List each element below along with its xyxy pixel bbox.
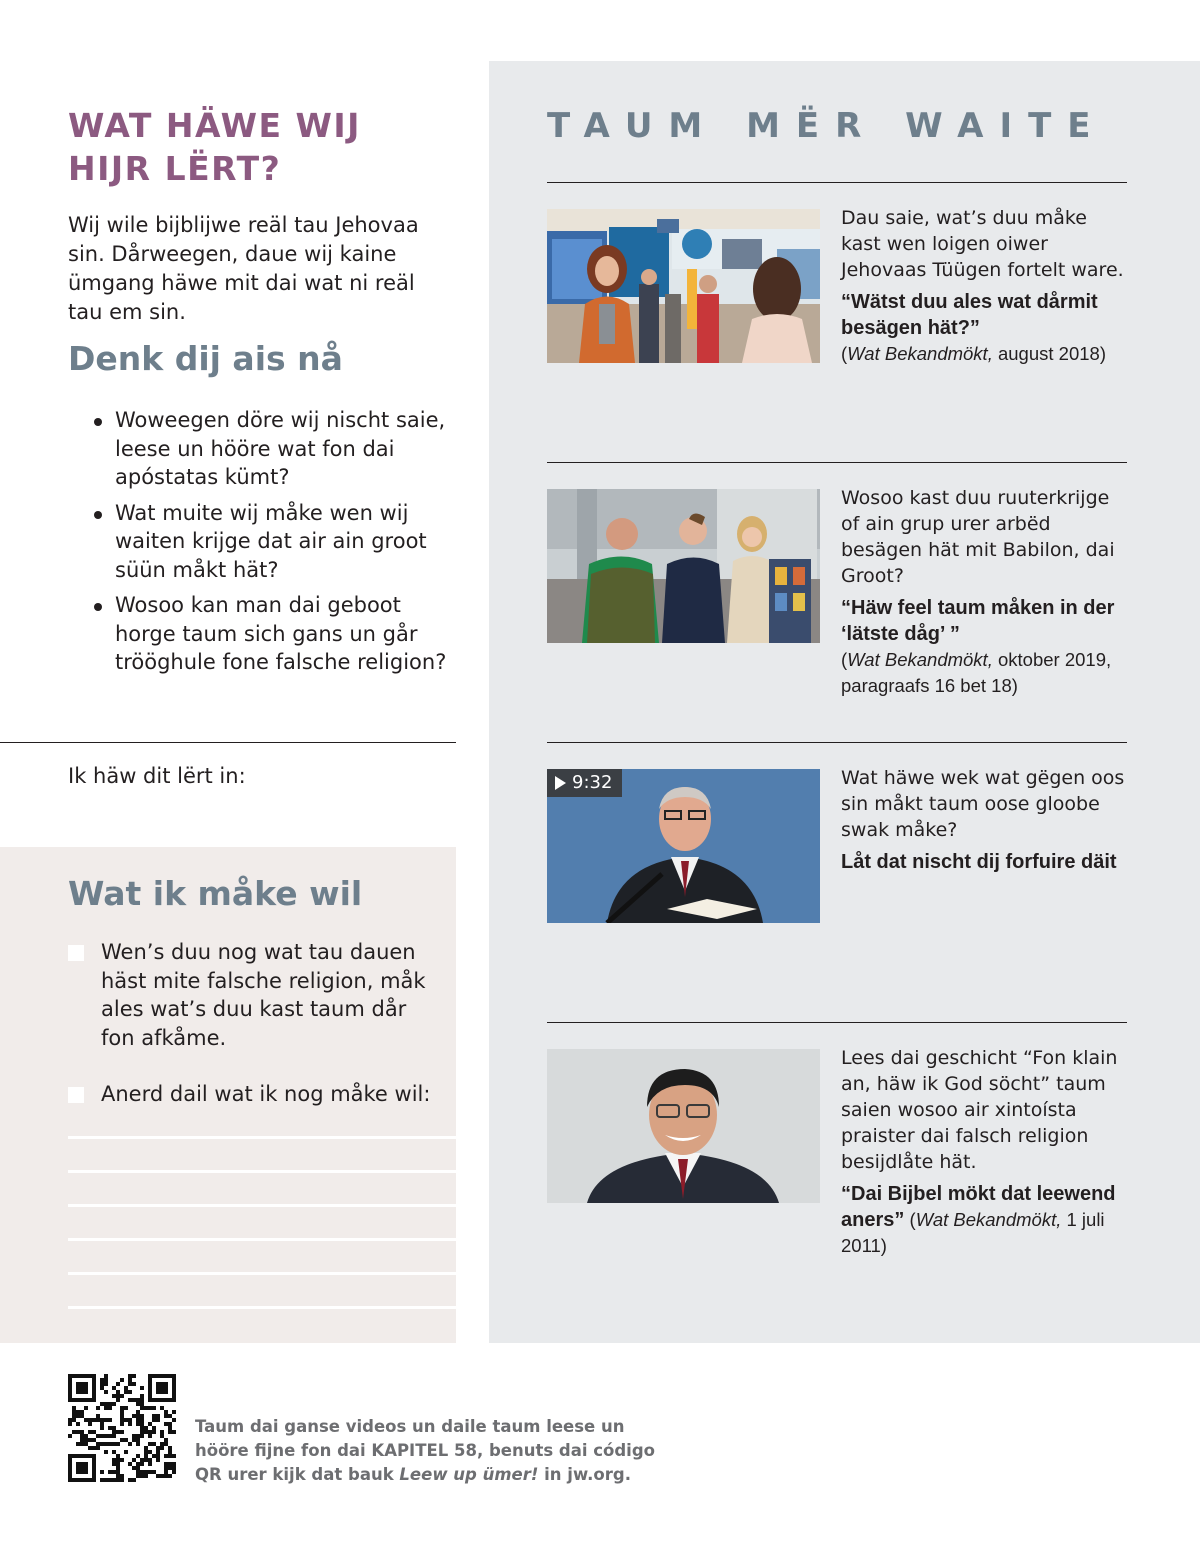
article-thumbnail-image[interactable] bbox=[547, 489, 820, 643]
resource-item bbox=[547, 769, 1127, 1019]
divider bbox=[547, 742, 1127, 743]
resource-description bbox=[841, 205, 1131, 367]
resource-item bbox=[547, 209, 1127, 459]
goal-text: Anerd dail wat ik nog måke wil: bbox=[101, 1082, 431, 1106]
write-line[interactable] bbox=[68, 1136, 456, 1139]
article-link[interactable]: “Häw feel taum måken in der ‘lätste dåg’ ” bbox=[841, 597, 1115, 645]
write-line[interactable] bbox=[68, 1272, 456, 1275]
question-item: Wosoo kan man dai geboot horge taum sich gans un går trööghule fone falsche religion? bbox=[92, 591, 454, 677]
source-reference: (Wat Bekandmökt, august 2018) bbox=[841, 343, 1106, 364]
goals-box bbox=[0, 847, 456, 1343]
article-link[interactable]: “Dai Bijbel mökt dat leewend aners” (Wat Bekandmökt, 1 juli 2011) bbox=[841, 1183, 1116, 1256]
publication-name: Wat Bekandmökt, bbox=[915, 1209, 1062, 1230]
resource-description bbox=[841, 485, 1131, 699]
resource-question: Lees dai geschicht “Fon klain an, häw ik God söcht” taum saien wosoo air xintoísta praister dai falsch religion besijdlåte hät. bbox=[841, 1047, 1118, 1173]
learned-in-label: Ik häw dit lërt in: bbox=[68, 764, 246, 788]
resource-question: Wat häwe wek wat gëgen oos sin måkt taum oose gloobe swak måke? bbox=[841, 767, 1125, 841]
article-thumbnail-image[interactable] bbox=[547, 1049, 820, 1203]
divider bbox=[547, 1022, 1127, 1023]
book-title[interactable]: Leew up ümer! bbox=[399, 1465, 539, 1484]
goal-item bbox=[68, 938, 438, 1052]
publication-name: Wat Bekandmökt, bbox=[847, 649, 993, 670]
resource-question: Wosoo kast duu ruuterkrijge of ain grup urer arbëd besägen hät mit Babilon, dai Groot? bbox=[841, 487, 1115, 587]
source-reference: (Wat Bekandmökt, oktober 2019, paragraafs 16 bet 18) bbox=[841, 649, 1112, 696]
resource-item bbox=[547, 489, 1127, 739]
qr-code[interactable] bbox=[68, 1374, 176, 1482]
resource-item bbox=[547, 1049, 1127, 1299]
question-item: Wat muite wij måke wen wij waiten krijge dat air ain groot süün måkt hät? bbox=[92, 499, 454, 585]
video-thumbnail[interactable] bbox=[547, 769, 820, 923]
goal-item bbox=[68, 1080, 438, 1109]
video-duration: 9:32 bbox=[572, 772, 613, 793]
article-link[interactable]: “Wätst duu ales wat dårmit besägen hät?” bbox=[841, 291, 1098, 339]
divider bbox=[547, 462, 1127, 463]
resource-question: Dau saie, wat’s duu måke kast wen loigen oiwer Jehovaas Tüügen fortelt ware. bbox=[841, 207, 1124, 281]
resource-description bbox=[841, 1045, 1131, 1259]
goal-checkbox[interactable] bbox=[68, 945, 84, 961]
article-thumbnail-image[interactable] bbox=[547, 209, 820, 363]
goal-text: Wen’s duu nog wat tau dauen häst mite falsche religion, måk ales wat’s duu kast taum dår fon afkåme. bbox=[101, 940, 426, 1050]
write-line[interactable] bbox=[68, 1170, 456, 1173]
more-info-column bbox=[489, 61, 1200, 1343]
resource-description bbox=[841, 765, 1131, 875]
write-line[interactable] bbox=[68, 1204, 456, 1207]
play-icon[interactable] bbox=[555, 776, 566, 790]
learned-title: WAT HÄWE WIJ HIJR LËRT? bbox=[68, 106, 361, 188]
goals-title: Wat ik måke wil bbox=[68, 874, 363, 913]
divider bbox=[0, 742, 456, 743]
write-line[interactable] bbox=[68, 1238, 456, 1241]
more-info-title: TAUM MËR WAITE bbox=[547, 106, 1107, 146]
video-duration-badge bbox=[547, 769, 622, 797]
divider bbox=[547, 182, 1127, 183]
question-item: Woweegen döre wij nischt saie, leese un hööre wat fon dai apóstatas kümt? bbox=[92, 406, 454, 492]
write-line[interactable] bbox=[68, 1306, 456, 1309]
review-questions bbox=[92, 406, 454, 684]
video-link[interactable]: Låt dat nischt dij forfuire däit bbox=[841, 851, 1117, 873]
footer-note: Taum dai ganse videos un daile taum leese un hööre fijne fon dai KAPITEL 58, benuts dai código QR urer kijk dat bauk Leew up ümer! in jw.org. bbox=[195, 1417, 655, 1484]
publication-name: Wat Bekandmökt, bbox=[847, 343, 993, 364]
intro-text: Wij wile bijblijwe reäl tau Jehovaa sin. Dårweegen, daue wij kaine ümgang häwe mit dai wat ni reäl tau em sin. bbox=[68, 213, 419, 324]
goal-checkbox[interactable] bbox=[68, 1087, 84, 1103]
think-title: Denk dij ais nå bbox=[68, 339, 343, 378]
